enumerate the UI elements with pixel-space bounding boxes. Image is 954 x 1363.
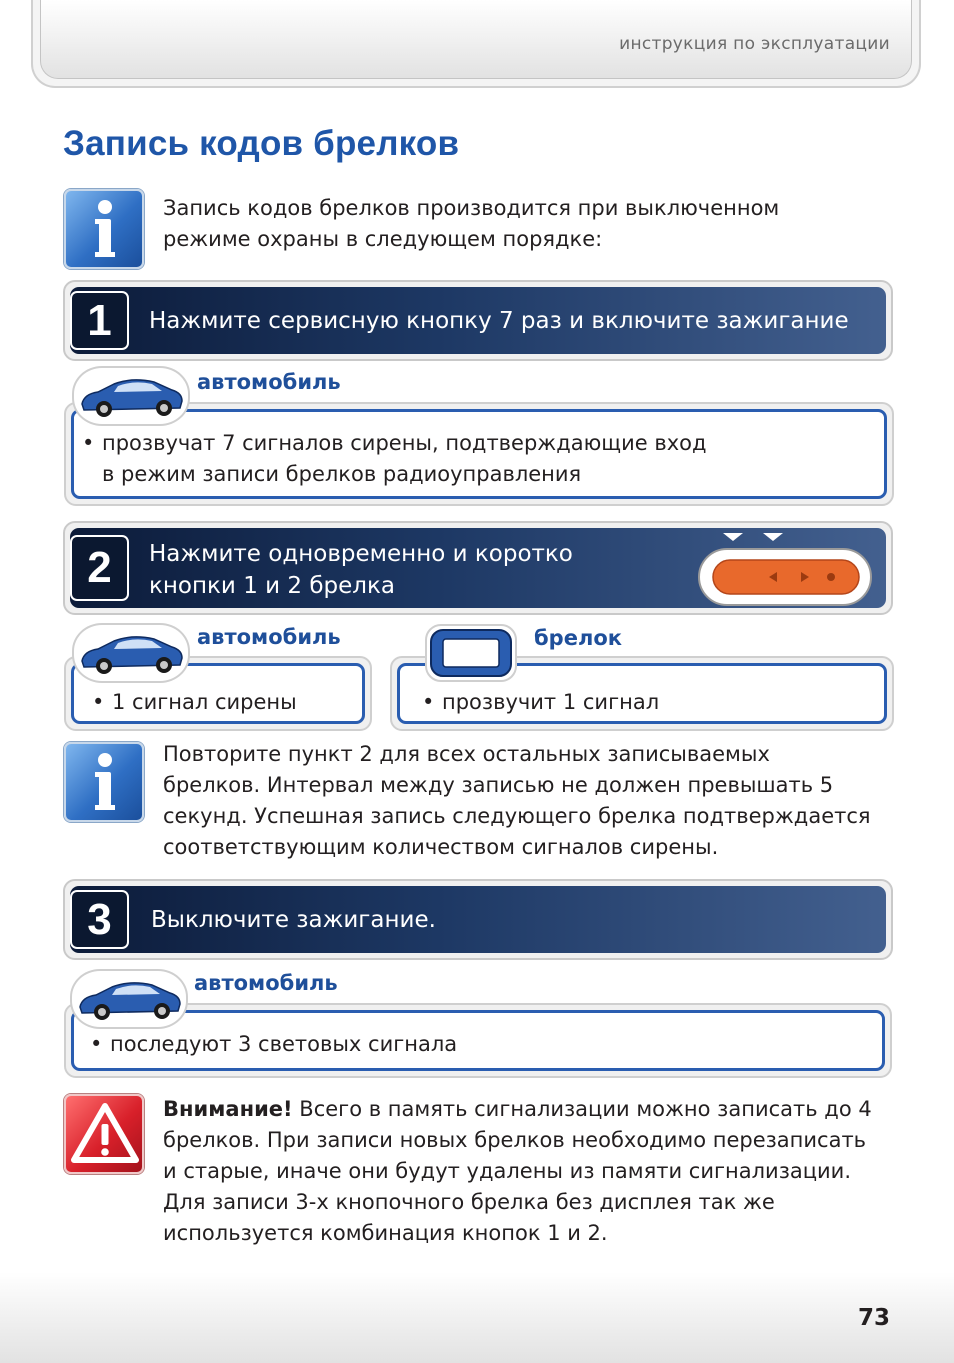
step-1-car-label: автомобиль — [197, 370, 341, 394]
car-icon — [72, 366, 190, 426]
warning-text — [163, 1094, 872, 1249]
step-1 — [63, 280, 893, 361]
warning-line-1-text: Всего в память сигнализации можно записать до 4 — [292, 1097, 872, 1121]
repeat-note-line-1: Повторите пункт 2 для всех остальных записываемых — [163, 742, 770, 766]
step-1-number: 1 — [70, 291, 129, 350]
step-3-car-result-text: последуют 3 световых сигнала — [110, 1032, 458, 1056]
step-2-car-label: автомобиль — [197, 625, 341, 649]
warning-bold: Внимание! — [163, 1097, 293, 1121]
step-2-fob-label: брелок — [534, 626, 622, 650]
info-icon — [64, 189, 144, 269]
step-3-number: 3 — [70, 890, 129, 949]
key-fob-icon — [697, 531, 875, 607]
intro-line-2: режиме охраны в следующем порядке: — [163, 227, 603, 251]
step-3-car-label: автомобиль — [194, 971, 338, 995]
step-2-number: 2 — [70, 535, 129, 601]
intro-line-1: Запись кодов брелков производится при выключенном — [163, 196, 780, 220]
step-1-text: Нажмите сервисную кнопку 7 раз и включите зажигание — [149, 308, 849, 334]
warning-icon — [64, 1094, 144, 1174]
repeat-note — [163, 739, 871, 863]
bullet-icon: • — [90, 1032, 103, 1056]
bullet-icon: • — [82, 431, 95, 455]
step-2-text-line-1: Нажмите одновременно и коротко — [149, 541, 573, 567]
step-2 — [63, 521, 893, 615]
page-title: Запись кодов брелков — [63, 124, 460, 163]
step-1-car-result-line-1: прозвучат 7 сигналов сирены, подтверждающие вход — [102, 431, 707, 455]
bullet-icon: • — [92, 690, 105, 714]
bullet-icon: • — [422, 690, 435, 714]
step-3-car-result — [64, 1003, 892, 1078]
step-2-car-result-text: 1 сигнал сирены — [112, 690, 297, 714]
warning-line-4: Для записи 3-х кнопочного брелка без дисплея так же — [163, 1190, 775, 1214]
step-1-car-result — [64, 402, 894, 506]
warning-line-1 — [163, 1094, 872, 1125]
lcd-fob-icon — [425, 624, 517, 682]
warning-line-2: брелков. При записи новых брелков необходимо перезаписать — [163, 1128, 867, 1152]
step-2-text-line-2: кнопки 1 и 2 брелка — [149, 573, 395, 599]
step-1-car-result-line-2: в режим записи брелков радиоуправления — [102, 462, 582, 486]
car-icon — [70, 969, 188, 1029]
page-footer — [0, 1272, 954, 1363]
page-number: 73 — [857, 1305, 890, 1331]
car-icon — [72, 623, 190, 683]
step-3-text: Выключите зажигание. — [151, 907, 436, 933]
step-3 — [63, 879, 893, 960]
warning-line-3: и старые, иначе они будут удалены из памяти сигнализации. — [163, 1159, 851, 1183]
repeat-note-line-2: брелков. Интервал между записью не должен превышать 5 — [163, 773, 834, 797]
header-text: инструкция по эксплуатации — [619, 34, 890, 54]
step-2-text — [149, 538, 573, 602]
repeat-note-line-4: соответствующим количеством сигналов сирены. — [163, 835, 719, 859]
intro-text — [163, 193, 779, 255]
info-icon — [64, 742, 144, 822]
step-2-fob-result-text: прозвучит 1 сигнал — [442, 690, 660, 714]
repeat-note-line-3: секунд. Успешная запись следующего брелка подтверждается — [163, 804, 871, 828]
warning-line-5: используется комбинация кнопок 1 и 2. — [163, 1221, 608, 1245]
